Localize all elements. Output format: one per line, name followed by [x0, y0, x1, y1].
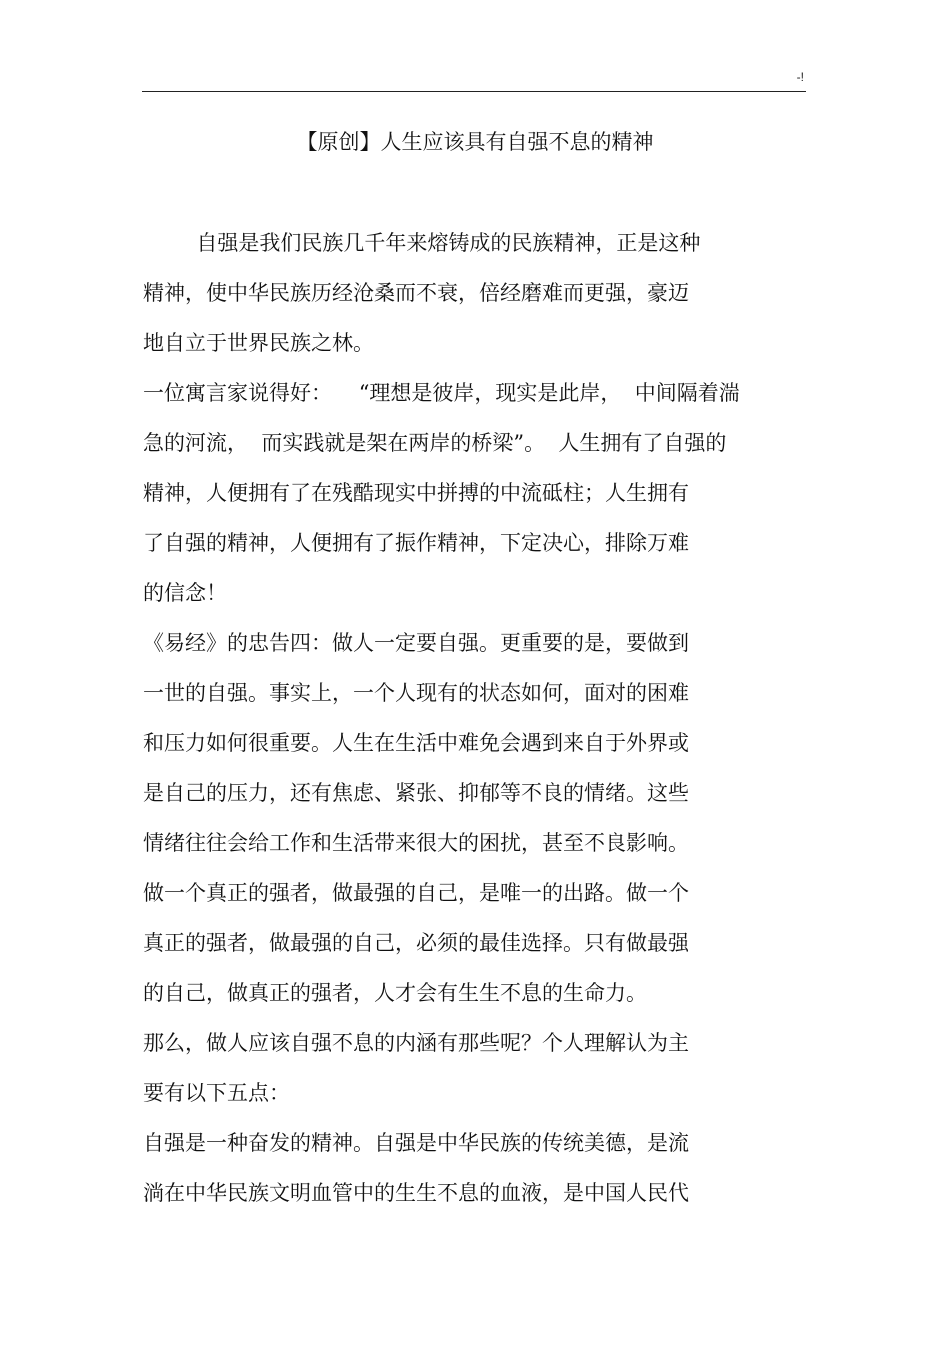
- page-header-mark: -!: [796, 70, 804, 84]
- header-rule: [142, 91, 806, 92]
- body-line: 淌在中华民族文明血管中的生生不息的血液，是中国人民代: [143, 1181, 689, 1205]
- body-line: 急的河流， 而实践就是架在两岸的桥梁”。 人生拥有了自强的: [143, 431, 727, 455]
- body-line: 做一个真正的强者，做最强的自己，是唯一的出路。做一个: [143, 881, 689, 905]
- body-line: 要有以下五点：: [143, 1081, 290, 1105]
- body-line: 那么，做人应该自强不息的内涵有那些呢？个人理解认为主: [143, 1031, 689, 1055]
- body-line: 一位寓言家说得好： “理想是彼岸，现实是此岸， 中间隔着湍: [143, 381, 740, 405]
- body-line: 一世的自强。事实上，一个人现有的状态如何，面对的困难: [143, 681, 689, 705]
- body-line: 精神，人便拥有了在残酷现实中拼搏的中流砥柱；人生拥有: [143, 481, 689, 505]
- body-line: 的信念！: [143, 581, 227, 605]
- body-line: 自强是一种奋发的精神。自强是中华民族的传统美德，是流: [143, 1131, 689, 1155]
- body-line: 精神，使中华民族历经沧桑而不衰，倍经磨难而更强，豪迈: [143, 281, 689, 305]
- body-line: 《易经》的忠告四：做人一定要自强。更重要的是，要做到: [143, 631, 689, 655]
- body-line: 和压力如何很重要。人生在生活中难免会遇到来自于外界或: [143, 731, 689, 755]
- body-line: 自强是我们民族几千年来熔铸成的民族精神，正是这种: [143, 231, 701, 255]
- body-line: 是自己的压力，还有焦虑、紧张、抑郁等不良的情绪。这些: [143, 781, 689, 805]
- document-body: [143, 218, 803, 1218]
- body-line: 了自强的精神，人便拥有了振作精神，下定决心，排除万难: [143, 531, 689, 555]
- body-line: 的自己，做真正的强者，人才会有生生不息的生命力。: [143, 981, 647, 1005]
- body-line: 地自立于世界民族之林。: [143, 331, 374, 355]
- body-line: 情绪往往会给工作和生活带来很大的困扰，甚至不良影响。: [143, 831, 689, 855]
- document-title: 【原创】人生应该具有自强不息的精神: [296, 130, 654, 154]
- body-line: 真正的强者，做最强的自己，必须的最佳选择。只有做最强: [143, 931, 689, 955]
